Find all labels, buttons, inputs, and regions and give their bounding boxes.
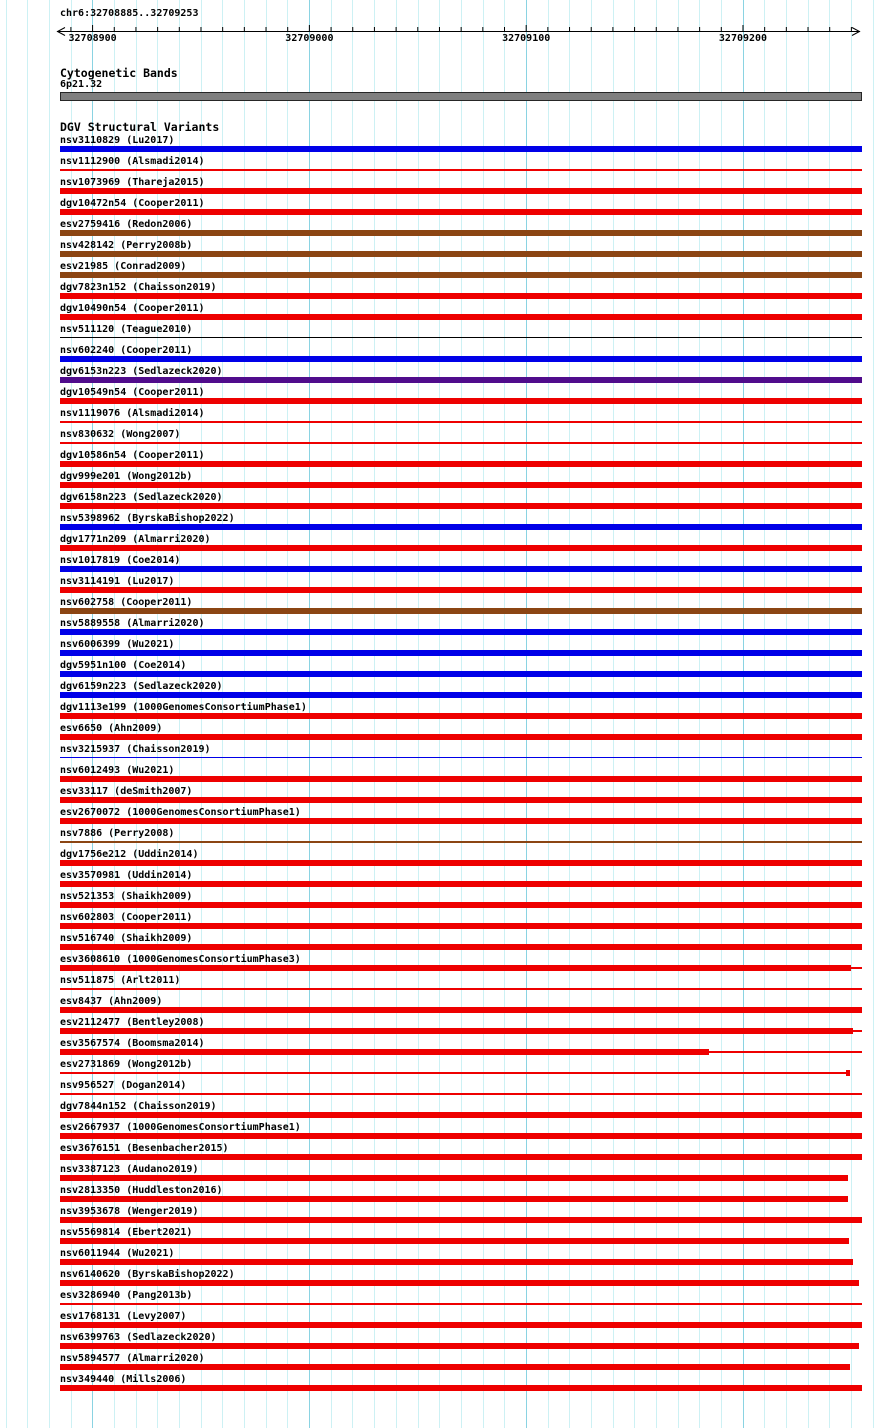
variant-bar-segment[interactable] — [60, 587, 862, 593]
variant-bar[interactable] — [0, 1091, 890, 1098]
variant-bar[interactable] — [0, 1112, 890, 1119]
variant-row — [0, 156, 890, 177]
variant-label: esv21985 (Conrad2009) — [60, 261, 187, 272]
variant-bar[interactable] — [0, 1007, 890, 1014]
variant-row — [0, 450, 890, 471]
variant-bar[interactable] — [0, 692, 890, 699]
variant-bar[interactable] — [0, 818, 890, 825]
variant-bar-segment[interactable] — [60, 1259, 853, 1265]
variant-bar-segment[interactable] — [60, 776, 862, 782]
variant-label: nsv521353 (Shaikh2009) — [60, 891, 193, 902]
variant-bar[interactable] — [0, 629, 890, 636]
variant-bar[interactable] — [0, 608, 890, 615]
variant-bar[interactable] — [0, 734, 890, 741]
variant-row — [0, 282, 890, 303]
variant-label: nsv5569814 (Ebert2021) — [60, 1227, 193, 1238]
variant-row — [0, 198, 890, 219]
variant-bar[interactable] — [0, 209, 890, 216]
variant-bar-segment[interactable] — [60, 1364, 850, 1370]
variant-label: dgv6159n223 (Sedlazeck2020) — [60, 681, 223, 692]
variant-row — [0, 660, 890, 681]
variant-bar[interactable] — [0, 1175, 890, 1182]
variant-bar[interactable] — [0, 1028, 890, 1035]
variant-label: nsv6399763 (Sedlazeck2020) — [60, 1332, 217, 1343]
variant-label: nsv6011944 (Wu2021) — [60, 1248, 175, 1259]
variant-label: dgv6158n223 (Sedlazeck2020) — [60, 492, 223, 503]
variant-bar-segment[interactable] — [60, 650, 862, 656]
variant-bar[interactable] — [0, 986, 890, 993]
variant-label: nsv5894577 (Almarri2020) — [60, 1353, 205, 1364]
variant-label: nsv3215937 (Chaisson2019) — [60, 744, 211, 755]
variant-label: dgv1113e199 (1000GenomesConsortiumPhase1) — [60, 702, 307, 713]
variant-bar[interactable] — [0, 524, 890, 531]
variant-bar[interactable] — [0, 167, 890, 174]
variant-row — [0, 1059, 890, 1080]
track-title-dgv-structural-variants: DGV Structural Variants — [60, 120, 220, 134]
variant-label: dgv10490n54 (Cooper2011) — [60, 303, 205, 314]
variant-label: esv8437 (Ahn2009) — [60, 996, 163, 1007]
variant-row — [0, 429, 890, 450]
variant-bar[interactable] — [0, 293, 890, 300]
variant-label: esv2112477 (Bentley2008) — [60, 1017, 205, 1028]
cytoband-label: 6p21.32 — [60, 79, 103, 90]
variant-bar-segment[interactable] — [60, 692, 862, 698]
variant-bar[interactable] — [0, 944, 890, 951]
variant-row — [0, 1101, 890, 1122]
variant-label: dgv5951n100 (Coe2014) — [60, 660, 187, 671]
variant-bar-segment[interactable] — [60, 421, 862, 423]
variant-row — [0, 1017, 890, 1038]
variant-bar[interactable] — [0, 251, 890, 258]
variant-row — [0, 639, 890, 660]
variant-bar[interactable] — [0, 587, 890, 594]
variant-label: esv3608610 (1000GenomesConsortiumPhase3) — [60, 954, 301, 965]
variant-bar-segment[interactable] — [60, 1385, 862, 1391]
variant-bar-segment[interactable] — [60, 1049, 709, 1055]
variant-bar[interactable] — [0, 566, 890, 573]
variant-label: nsv1017819 (Coe2014) — [60, 555, 181, 566]
variant-bar[interactable] — [0, 230, 890, 237]
variant-label: nsv6140620 (ByrskaBishop2022) — [60, 1269, 235, 1280]
variant-bar-segment[interactable] — [60, 757, 862, 758]
variant-bar[interactable] — [0, 356, 890, 363]
variant-row — [0, 765, 890, 786]
variant-label: esv2731869 (Wong2012b) — [60, 1059, 193, 1070]
variant-bar-segment[interactable] — [60, 1280, 859, 1286]
variant-label: dgv10586n54 (Cooper2011) — [60, 450, 205, 461]
variant-label: esv6650 (Ahn2009) — [60, 723, 163, 734]
variant-bar[interactable] — [0, 272, 890, 279]
variant-label: dgv1756e212 (Uddin2014) — [60, 849, 199, 860]
variant-row — [0, 1269, 890, 1290]
variant-row — [0, 744, 890, 765]
variant-bar-segment[interactable] — [60, 902, 862, 908]
variant-bar-segment[interactable] — [60, 1343, 859, 1349]
variant-row — [0, 1206, 890, 1227]
variant-row — [0, 1374, 890, 1395]
variant-label: dgv10549n54 (Cooper2011) — [60, 387, 205, 398]
variant-row — [0, 555, 890, 576]
variant-label: esv2670072 (1000GenomesConsortiumPhase1) — [60, 807, 301, 818]
variant-bar-segment[interactable] — [60, 169, 862, 171]
variant-bar-segment[interactable] — [853, 1030, 862, 1032]
variant-bar[interactable] — [0, 482, 890, 489]
variant-bar-segment[interactable] — [60, 442, 862, 444]
variant-row — [0, 1122, 890, 1143]
variant-label: nsv349440 (Mills2006) — [60, 1374, 187, 1385]
variant-bar-segment[interactable] — [60, 146, 862, 152]
variant-label: nsv5398962 (ByrskaBishop2022) — [60, 513, 235, 524]
variant-bar[interactable] — [0, 377, 890, 384]
variant-bar-segment[interactable] — [60, 881, 862, 887]
variant-bar[interactable] — [0, 755, 890, 762]
variant-bar[interactable] — [0, 314, 890, 321]
variant-label: nsv3387123 (Audano2019) — [60, 1164, 199, 1175]
variant-row — [0, 954, 890, 975]
track-title-cytogenetic-bands: Cytogenetic Bands — [60, 66, 178, 80]
variant-bar-segment[interactable] — [846, 1070, 850, 1076]
variant-row — [0, 408, 890, 429]
variant-label: esv33117 (deSmith2007) — [60, 786, 193, 797]
variant-row — [0, 597, 890, 618]
variant-bar-segment[interactable] — [60, 923, 862, 929]
variant-bar-segment[interactable] — [60, 671, 862, 677]
ruler-tick-label: 32709100 — [502, 33, 551, 44]
variant-label: nsv1073969 (Thareja2015) — [60, 177, 205, 188]
variant-bar[interactable] — [0, 146, 890, 153]
variant-label: nsv5889558 (Almarri2020) — [60, 618, 205, 629]
variant-row — [0, 135, 890, 156]
variant-bar-segment[interactable] — [60, 566, 862, 572]
variant-row — [0, 681, 890, 702]
variant-bar-segment[interactable] — [60, 1303, 862, 1305]
variant-label: nsv602240 (Cooper2011) — [60, 345, 193, 356]
variant-bar-segment[interactable] — [60, 1217, 862, 1223]
variant-bar-segment[interactable] — [60, 461, 862, 467]
variant-row — [0, 975, 890, 996]
variant-bar[interactable] — [0, 881, 890, 888]
variant-bar[interactable] — [0, 545, 890, 552]
variant-bar[interactable] — [0, 461, 890, 468]
variant-label: nsv6012493 (Wu2021) — [60, 765, 175, 776]
variant-bar-segment[interactable] — [60, 230, 862, 236]
variant-bar-segment[interactable] — [60, 524, 862, 530]
variant-row — [0, 723, 890, 744]
variant-label: dgv7844n152 (Chaisson2019) — [60, 1101, 217, 1112]
variant-label: nsv2813350 (Huddleston2016) — [60, 1185, 223, 1196]
region-title: chr6:32708885..32709253 — [60, 8, 199, 19]
variant-label: nsv7886 (Perry2008) — [60, 828, 175, 839]
variant-row — [0, 807, 890, 828]
variant-bar-segment[interactable] — [60, 734, 862, 740]
variant-bar[interactable] — [0, 797, 890, 804]
variant-bar[interactable] — [0, 1196, 890, 1203]
variant-bar[interactable] — [0, 335, 890, 342]
variant-row — [0, 849, 890, 870]
variant-row — [0, 345, 890, 366]
variant-bar[interactable] — [0, 1364, 890, 1371]
variant-row — [0, 1290, 890, 1311]
variant-bar[interactable] — [0, 1280, 890, 1287]
variant-bar-segment[interactable] — [60, 608, 862, 614]
variant-row — [0, 870, 890, 891]
variant-bar-segment[interactable] — [60, 1133, 862, 1139]
variant-bar[interactable] — [0, 419, 890, 426]
variant-label: nsv1119076 (Alsmadi2014) — [60, 408, 205, 419]
variant-row — [0, 303, 890, 324]
variant-row — [0, 387, 890, 408]
variant-bar-segment[interactable] — [60, 797, 862, 803]
variant-bar[interactable] — [0, 1070, 890, 1077]
variant-label: esv3676151 (Besenbacher2015) — [60, 1143, 229, 1154]
variant-bar-segment[interactable] — [60, 818, 862, 824]
variant-bar-segment[interactable] — [60, 1072, 846, 1074]
variant-label: dgv999e201 (Wong2012b) — [60, 471, 193, 482]
variant-row — [0, 513, 890, 534]
variant-bar-segment[interactable] — [60, 1154, 862, 1160]
variant-label: esv3286940 (Pang2013b) — [60, 1290, 193, 1301]
variant-bar-segment[interactable] — [60, 251, 862, 257]
variant-bar[interactable] — [0, 1049, 890, 1056]
variant-label: nsv3953678 (Wenger2019) — [60, 1206, 199, 1217]
cytoband-bar[interactable] — [60, 92, 862, 101]
variant-bar-segment[interactable] — [60, 860, 862, 866]
variant-bar-segment[interactable] — [60, 293, 862, 299]
variant-label: dgv1771n209 (Almarri2020) — [60, 534, 211, 545]
variant-label: nsv6006399 (Wu2021) — [60, 639, 175, 650]
variant-row — [0, 618, 890, 639]
variant-label: nsv830632 (Wong2007) — [60, 429, 181, 440]
variant-bar[interactable] — [0, 965, 890, 972]
variant-row — [0, 1185, 890, 1206]
variant-bar-segment[interactable] — [60, 1322, 862, 1328]
ruler-tick-label: 32709200 — [718, 33, 768, 44]
variant-row — [0, 933, 890, 954]
variant-row — [0, 219, 890, 240]
variant-row — [0, 1080, 890, 1101]
variant-bar-segment[interactable] — [60, 545, 862, 551]
variant-label: nsv428142 (Perry2008b) — [60, 240, 193, 251]
variant-bar-segment[interactable] — [60, 1238, 849, 1244]
variant-bar-segment[interactable] — [60, 209, 862, 215]
variant-row — [0, 324, 890, 345]
variant-row — [0, 786, 890, 807]
variant-bar-segment[interactable] — [60, 337, 862, 338]
variant-bar[interactable] — [0, 902, 890, 909]
variant-label: nsv3114191 (Lu2017) — [60, 576, 175, 587]
variant-bar[interactable] — [0, 1322, 890, 1329]
variant-bar-segment[interactable] — [60, 188, 862, 194]
variant-bar-segment[interactable] — [60, 1196, 848, 1202]
variant-bar[interactable] — [0, 650, 890, 657]
variant-label: esv3567574 (Boomsma2014) — [60, 1038, 205, 1049]
variant-bar[interactable] — [0, 839, 890, 846]
variant-bar[interactable] — [0, 1259, 890, 1266]
variant-row — [0, 1038, 890, 1059]
variant-label: nsv511120 (Teague2010) — [60, 324, 193, 335]
variant-bar-segment[interactable] — [60, 713, 862, 719]
variant-bar-segment[interactable] — [60, 377, 862, 383]
variant-row — [0, 1311, 890, 1332]
variant-bar[interactable] — [0, 1301, 890, 1308]
variant-bar[interactable] — [0, 776, 890, 783]
variant-row — [0, 177, 890, 198]
variant-row — [0, 366, 890, 387]
variant-row — [0, 492, 890, 513]
variant-row — [0, 702, 890, 723]
variant-row — [0, 996, 890, 1017]
variant-row — [0, 891, 890, 912]
variant-row — [0, 471, 890, 492]
variant-bar-segment[interactable] — [60, 482, 862, 488]
variant-bar[interactable] — [0, 1385, 890, 1392]
variant-row — [0, 1143, 890, 1164]
variant-label: esv1768131 (Levy2007) — [60, 1311, 187, 1322]
variant-row — [0, 1353, 890, 1374]
variant-row — [0, 1332, 890, 1353]
variant-row — [0, 576, 890, 597]
variant-label: nsv1112900 (Alsmadi2014) — [60, 156, 205, 167]
variant-bar[interactable] — [0, 1133, 890, 1140]
variant-row — [0, 1164, 890, 1185]
variant-bar-segment[interactable] — [60, 272, 862, 278]
variant-row — [0, 912, 890, 933]
variant-label: dgv10472n54 (Cooper2011) — [60, 198, 205, 209]
ruler-tick-label: 32709000 — [285, 33, 334, 44]
variant-bar-segment[interactable] — [60, 944, 862, 950]
variant-row — [0, 1248, 890, 1269]
ruler-tick-label: 32708900 — [68, 33, 117, 44]
variant-bar-segment[interactable] — [60, 629, 862, 635]
variant-bar-segment[interactable] — [60, 1093, 862, 1095]
variant-bar-segment[interactable] — [60, 1112, 862, 1118]
variant-label: nsv511875 (Arlt2011) — [60, 975, 181, 986]
variant-bar-segment[interactable] — [60, 841, 862, 843]
variant-bar[interactable] — [0, 923, 890, 930]
variant-label: nsv602803 (Cooper2011) — [60, 912, 193, 923]
variant-bar[interactable] — [0, 713, 890, 720]
variant-row — [0, 261, 890, 282]
variant-bar-segment[interactable] — [60, 1175, 848, 1181]
variant-label: nsv516740 (Shaikh2009) — [60, 933, 193, 944]
variant-label: esv2667937 (1000GenomesConsortiumPhase1) — [60, 1122, 301, 1133]
variant-label: dgv7823n152 (Chaisson2019) — [60, 282, 217, 293]
variant-bar[interactable] — [0, 1343, 890, 1350]
variant-label: nsv3110829 (Lu2017) — [60, 135, 175, 146]
variant-bar-segment[interactable] — [60, 314, 862, 320]
variant-label: esv3570981 (Uddin2014) — [60, 870, 193, 881]
variant-bar-segment[interactable] — [60, 503, 862, 509]
variant-bar[interactable] — [0, 188, 890, 195]
variant-bar[interactable] — [0, 860, 890, 867]
variant-bar[interactable] — [0, 440, 890, 447]
variant-bar[interactable] — [0, 503, 890, 510]
variant-bar-segment[interactable] — [60, 965, 851, 971]
variant-bar[interactable] — [0, 1154, 890, 1161]
variant-row — [0, 1227, 890, 1248]
variant-bar[interactable] — [0, 1238, 890, 1245]
variant-label: nsv956527 (Dogan2014) — [60, 1080, 187, 1091]
variant-bar-segment[interactable] — [851, 967, 862, 969]
variant-row — [0, 240, 890, 261]
variant-bar-segment[interactable] — [60, 356, 862, 362]
variant-row — [0, 828, 890, 849]
variant-bar-segment[interactable] — [60, 988, 862, 990]
variant-label: esv2759416 (Redon2006) — [60, 219, 193, 230]
variant-bar[interactable] — [0, 398, 890, 405]
variant-bar-segment[interactable] — [60, 398, 862, 404]
variant-bar-segment[interactable] — [709, 1051, 862, 1053]
variant-label: dgv6153n223 (Sedlazeck2020) — [60, 366, 223, 377]
variant-label: nsv602758 (Cooper2011) — [60, 597, 193, 608]
variant-bar[interactable] — [0, 1217, 890, 1224]
variant-bar[interactable] — [0, 671, 890, 678]
variant-bar-segment[interactable] — [60, 1028, 853, 1034]
variant-row — [0, 534, 890, 555]
ruler-ticks — [71, 25, 851, 32]
variant-bar-segment[interactable] — [60, 1007, 862, 1013]
